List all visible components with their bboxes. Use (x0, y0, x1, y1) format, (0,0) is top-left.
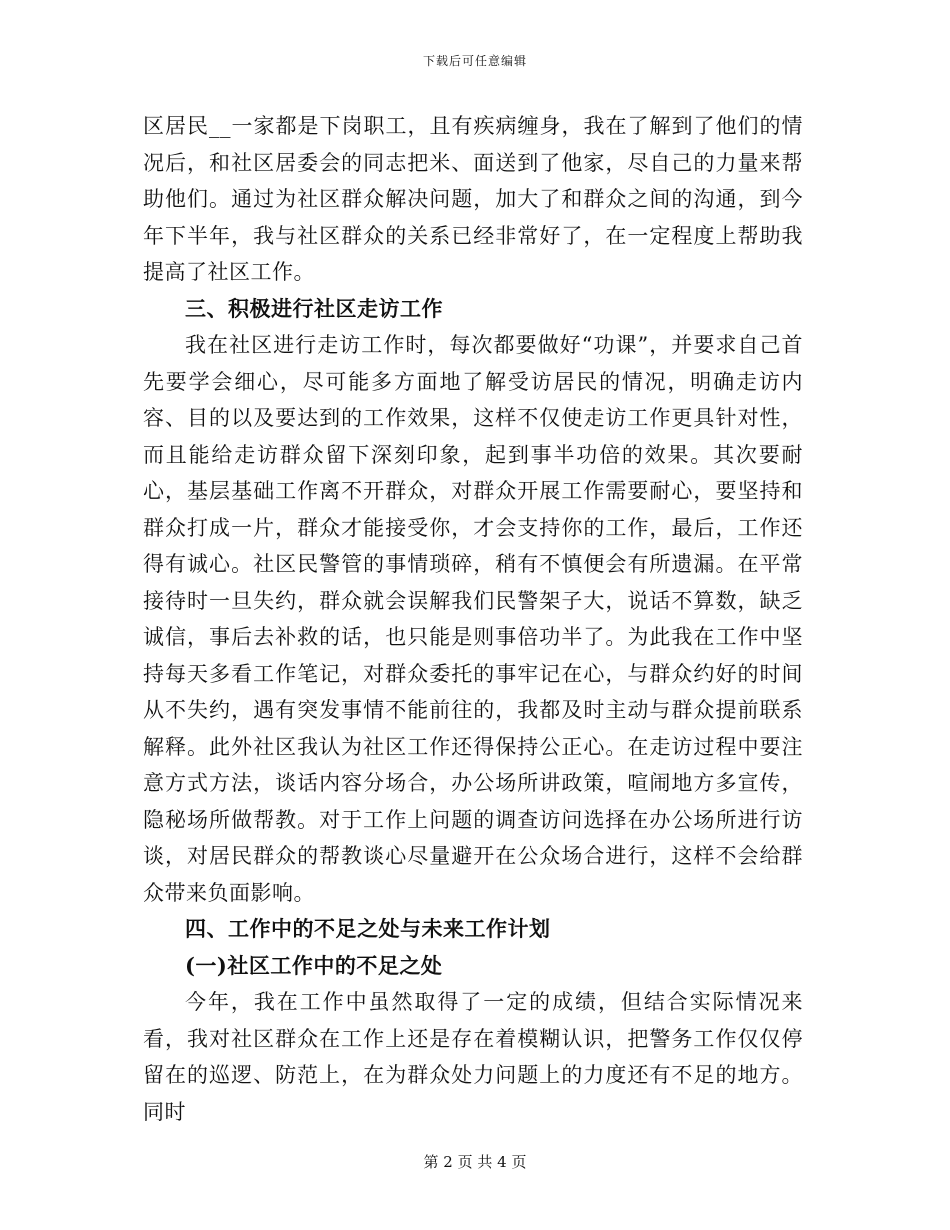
page-header: 下载后可任意编辑 (422, 54, 527, 68)
paragraph-continued: 区居民__一家都是下岗职工，且有疾病缠身，我在了解到了他们的情况后，和社区居委会的同志把米、面送到了他家，尽自己的力量来帮助他们。通过为社区群众解决问题，加大了和群众之间的沟通，到今年下半年，我与社区群众的关系已经非常好了，在一定程度上帮助我提高了社区工作。 (143, 114, 803, 284)
section-heading-4: 四、工作中的不足之处与未来工作计划 (185, 916, 551, 941)
page-number: 第 2 页 共 4 页 (423, 1153, 527, 1171)
section-heading-3: 三、积极进行社区走访工作 (185, 295, 443, 321)
paragraph-shortcomings: 今年，我在工作中虽然取得了一定的成绩，但结合实际情况来看，我对社区群众在工作上还是存在着模糊认识，把警务工作仅仅停留在的巡逻、防范上，在为群众处力问题上的力度还有不足的地方。同时 (143, 990, 803, 1124)
subsection-heading-4-1: (一)社区工作中的不足之处 (185, 952, 443, 978)
document-body (143, 108, 803, 1130)
paragraph-visits: 我在社区进行走访工作时，每次都要做好“功课”，并要求自己首先要学会细心，尽可能多方面地了解受访居民的情况，明确走访内容、目的以及要达到的工作效果，这样不仅使走访工作更具针对性，而且能给走访群众留下深刻印象，起到事半功倍的效果。其次要耐心，基层基础工作离不开群众，对群众开展工作需要耐心，要坚持和群众打成一片，群众才能接受你，才会支持你的工作，最后，工作还得有诚心。社区民警管的事情琐碎，稍有不慎便会有所遗漏。在平常接待时一旦失约，群众就会误解我们民警架子大，说话不算数，缺乏诚信，事后去补救的话，也只能是则事倍功半了。为此我在工作中坚持每天多看工作笔记，对群众委托的事牢记在心，与群众约好的时间从不失约，遇有突发事情不能前往的，我都及时主动与群众提前联系解释。此外社区我认为社区工作还得保持公正心。在走访过程中要注意方式方法，谈话内容分场合，办公场所讲政策，喧闹地方多宣传，隐秘场所做帮教。对于工作上问题的调查访问选择在办公场所进行访谈，对居民群众的帮教谈心尽量避开在公众场合进行，这样不会给群众带来负面影响。 (143, 333, 803, 905)
